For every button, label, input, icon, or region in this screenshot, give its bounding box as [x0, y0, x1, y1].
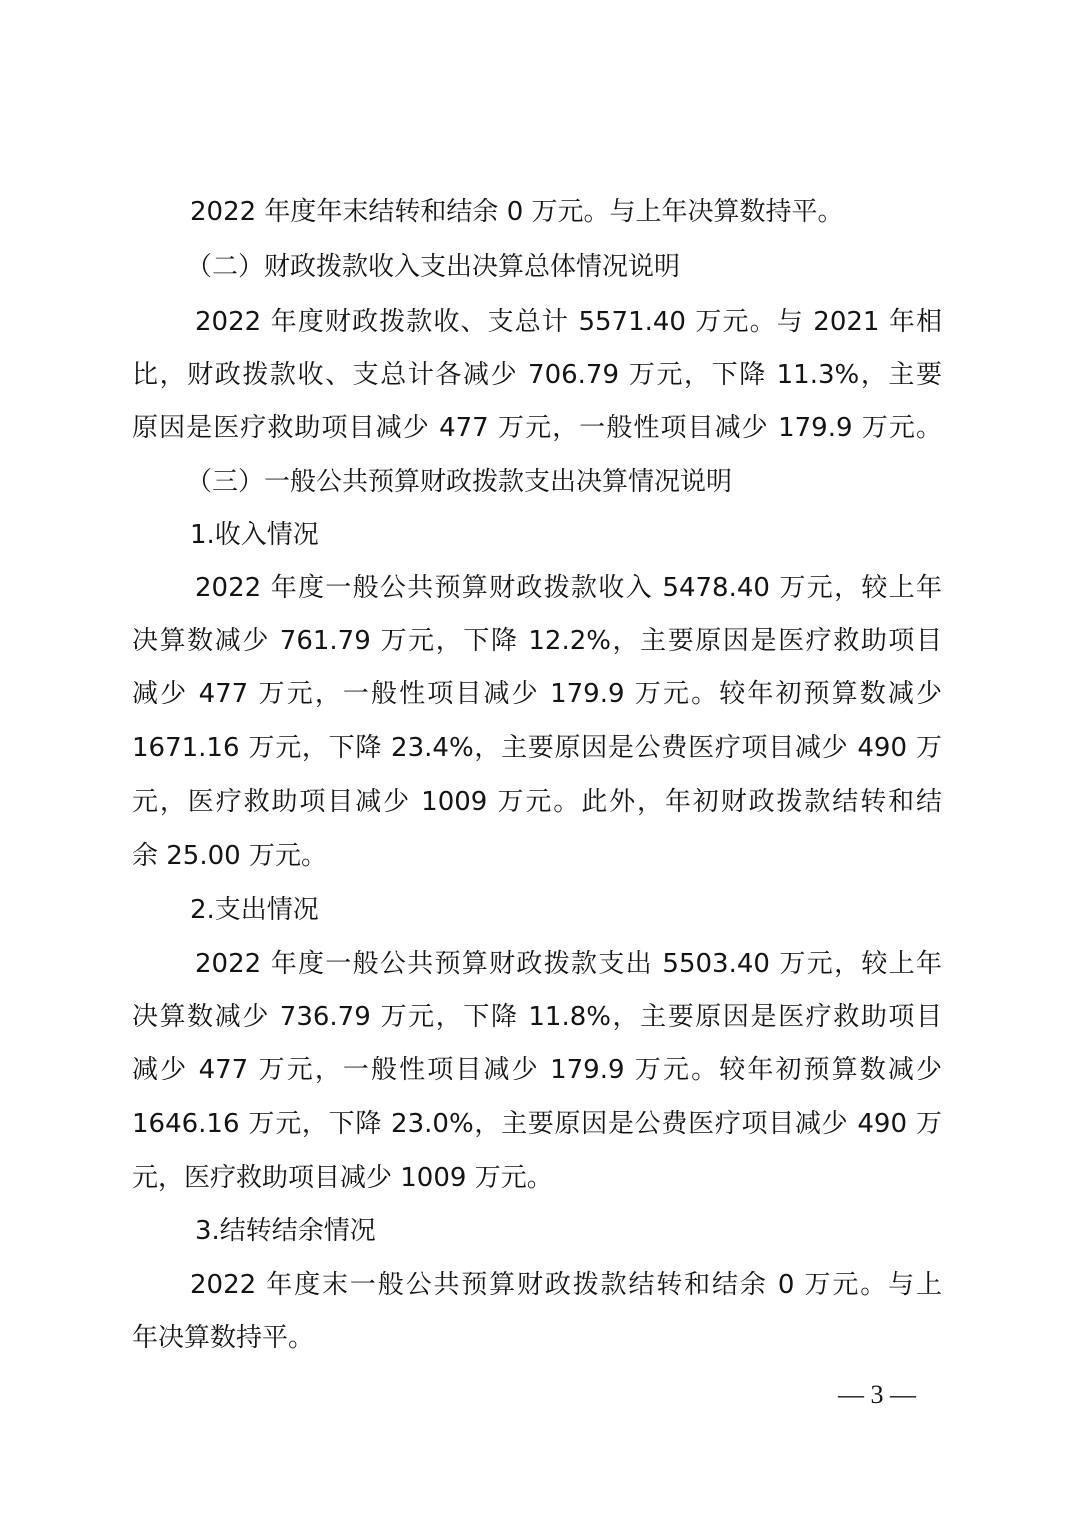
paragraph-line: 2022 年度财政拨款收、支总计 5571.40 万元。与 2021 年相 [195, 307, 942, 337]
paragraph-line: 减少 477 万元，一般性项目减少 179.9 万元。较年初预算数减少 [132, 679, 942, 709]
paragraph-line: 余 25.00 万元。 [132, 841, 327, 871]
subsection-heading: 2.支出情况 [190, 895, 319, 925]
subsection-heading: 3.结转结余情况 [195, 1216, 376, 1246]
paragraph-line: 比，财政拨款收、支总计各减少 706.79 万元，下降 11.3%，主要 [132, 360, 942, 390]
paragraph-line: 年决算数持平。 [132, 1323, 315, 1353]
paragraph-line: 决算数减少 736.79 万元，下降 11.8%，主要原因是医疗救助项目 [132, 1002, 942, 1032]
paragraph-line: 决算数减少 761.79 万元，下降 12.2%，主要原因是医疗救助项目 [132, 626, 942, 656]
paragraph-line: 原因是医疗救助项目减少 477 万元，一般性项目减少 179.9 万元。 [132, 413, 942, 443]
subsection-heading: 1.收入情况 [190, 520, 319, 550]
page-number: — 3 — [838, 1380, 916, 1409]
paragraph-line: 元，医疗救助项目减少 1009 万元。 [132, 1163, 553, 1193]
paragraph-line: 1646.16 万元，下降 23.0%，主要原因是公费医疗项目减少 490 万 [132, 1109, 942, 1139]
paragraph-line: 2022 年度一般公共预算财政拨款收入 5478.40 万元，较上年 [195, 573, 942, 603]
paragraph-line: 2022 年度末一般公共预算财政拨款结转和结余 0 万元。与上 [190, 1270, 942, 1300]
paragraph-line: 2022 年度一般公共预算财政拨款支出 5503.40 万元，较上年 [195, 949, 942, 979]
paragraph-line: 1671.16 万元，下降 23.4%，主要原因是公费医疗项目减少 490 万 [132, 733, 942, 763]
paragraph-line: 减少 477 万元，一般性项目减少 179.9 万元。较年初预算数减少 [132, 1055, 942, 1085]
section-heading: （二）财政拨款收入支出决算总体情况说明 [186, 252, 681, 282]
section-heading: （三）一般公共预算财政拨款支出决算情况说明 [186, 467, 733, 497]
paragraph-line: 元，医疗救助项目减少 1009 万元。此外，年初财政拨款结转和结 [132, 787, 942, 817]
paragraph-line: 2022 年度年末结转和结余 0 万元。与上年决算数持平。 [190, 197, 844, 227]
